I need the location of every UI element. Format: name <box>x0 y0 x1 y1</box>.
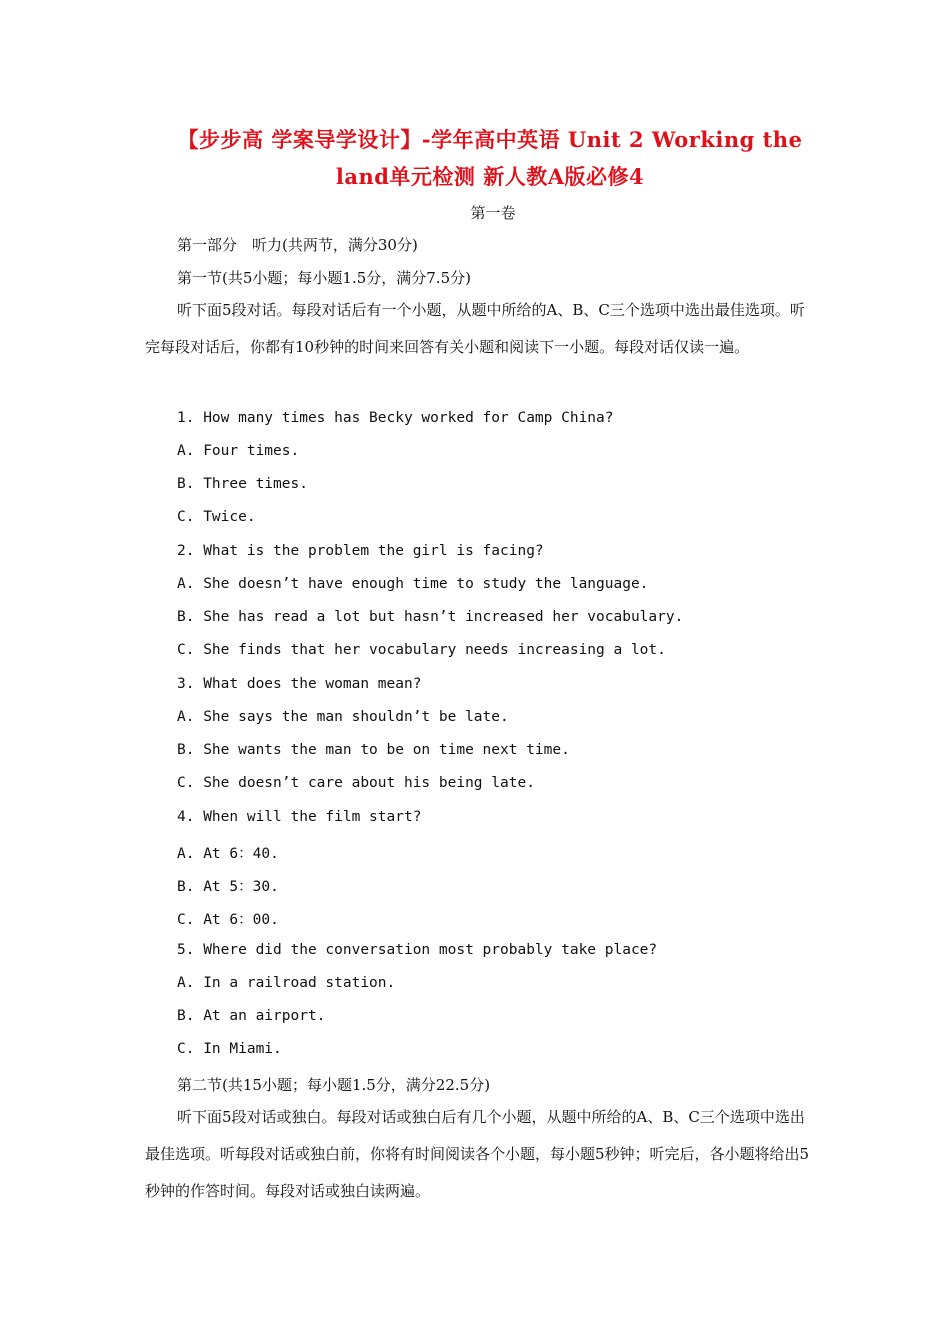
section1-instructions: 听下面5段对话。每段对话后有一个小题，从题中所给的A、B、C三个选项中选出最佳选项。听完每段对话后，你都有10秒钟的时间来回答有关小题和阅读下一小题。每段对话仅读一遍。 <box>145 301 805 356</box>
section1-heading: 第一节(共5小题；每小题1.5分，满分7.5分) <box>177 269 471 287</box>
question-1: 1. How many times has Becky worked for Camp China? <box>177 410 614 426</box>
question-4-option-a: A. At 6：40. <box>177 846 279 862</box>
volume-heading: 第一卷 <box>470 204 516 222</box>
question-2-option-c: C. She finds that her vocabulary needs increasing a lot. <box>177 642 666 658</box>
question-5-option-c: C. In Miami. <box>177 1041 282 1057</box>
question-3: 3. What does the woman mean? <box>177 676 422 692</box>
question-4-option-b: B. At 5：30. <box>177 879 279 895</box>
document-title-line1: 【步步高 学案导学设计】-学年高中英语 Unit 2 Working the <box>177 127 803 152</box>
question-5-option-a: A. In a railroad station. <box>177 975 396 991</box>
question-3-option-c: C. She doesn’t care about his being late. <box>177 775 535 791</box>
section2-heading: 第二节(共15小题；每小题1.5分，满分22.5分) <box>177 1076 491 1094</box>
question-4-option-c: C. At 6：00. <box>177 912 279 928</box>
question-5-option-b: B. At an airport. <box>177 1008 326 1024</box>
section2-instructions: 听下面5段对话或独白。每段对话或独白后有几个小题，从题中所给的A、B、C三个选项中选出最佳选项。听每段对话或独白前，你将有时间阅读各个小题，每小题5秒钟；听完后，各小题将给出5秒钟的作答时间。每段对话或独白读两遍。 <box>145 1108 810 1200</box>
question-1-option-a: A. Four times. <box>177 443 300 459</box>
question-3-option-a: A. She says the man shouldn’t be late. <box>177 709 509 725</box>
question-3-option-b: B. She wants the man to be on time next time. <box>177 742 570 758</box>
document-title-line2: land单元检测 新人教A版必修4 <box>335 164 645 189</box>
question-2: 2. What is the problem the girl is facing? <box>177 543 544 559</box>
question-4: 4. When will the film start? <box>177 809 422 825</box>
question-2-option-a: A. She doesn’t have enough time to study the language. <box>177 576 649 592</box>
question-2-option-b: B. She has read a lot but hasn’t increased her vocabulary. <box>177 609 684 625</box>
part-heading: 第一部分 听力(共两节，满分30分) <box>177 236 418 254</box>
question-1-option-b: B. Three times. <box>177 476 308 492</box>
question-1-option-c: C. Twice. <box>177 509 256 525</box>
question-5: 5. Where did the conversation most probably take place? <box>177 942 658 958</box>
